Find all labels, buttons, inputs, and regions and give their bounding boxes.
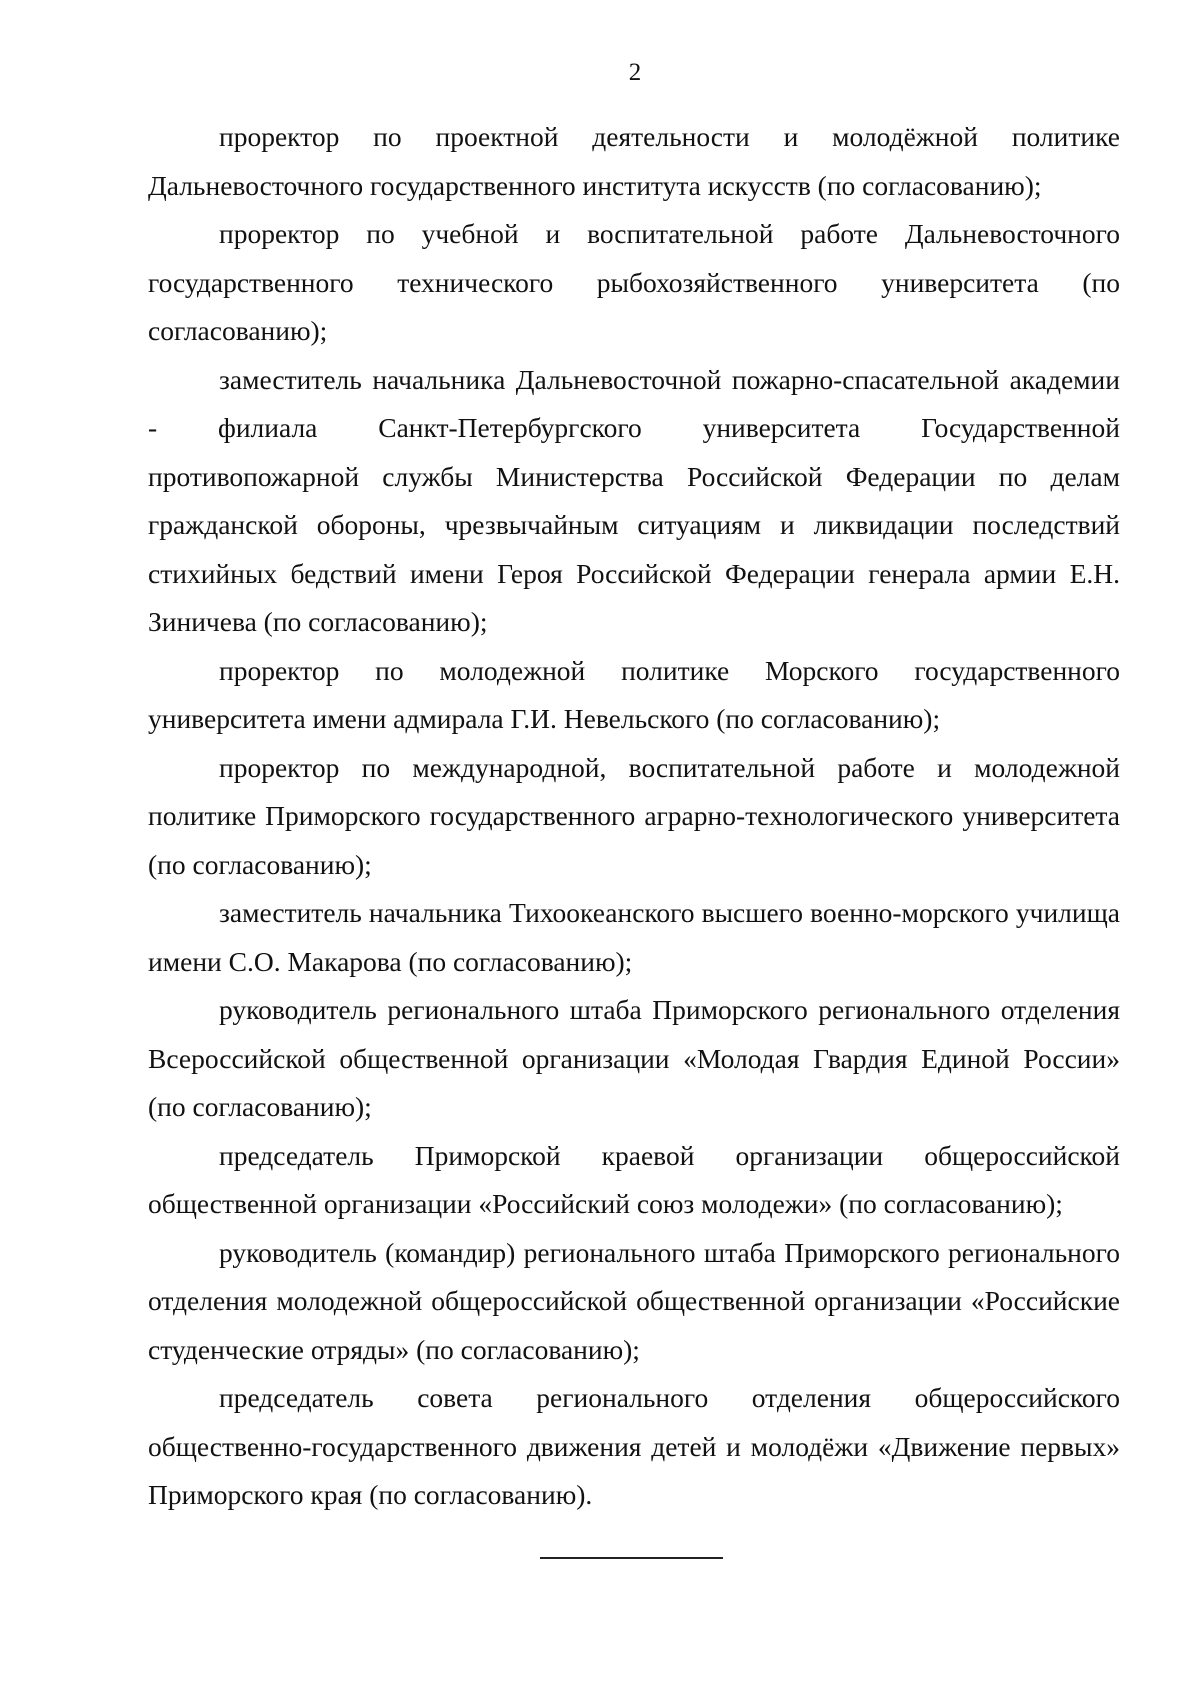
member-entry: проректор по международной, воспитательной работе и молодежной политике Приморского государственного аграрно-технологического университета (по согласованию); bbox=[148, 751, 1120, 880]
member-entry: проректор по молодежной политике Морского государственного университета имени адмирала Г.И. Невельского (по согласованию); bbox=[148, 654, 1120, 734]
member-entry: председатель совета регионального отделения общероссийского общественно-государственного движения детей и молодёжи «Движение первых» Приморского края (по согласованию). bbox=[148, 1382, 1120, 1510]
member-entry: проректор по проектной деятельности и молодёжной политике Дальневосточного государственного института искусств (по согласованию); bbox=[148, 121, 1120, 201]
end-of-document-rule bbox=[540, 1557, 723, 1559]
member-entry: руководитель регионального штаба Приморского регионального отделения Всероссийской общественной организации «Молодая Гвардия Единой России» (по согласованию); bbox=[148, 994, 1120, 1122]
member-entry: проректор по учебной и воспитательной работе Дальневосточного государственного технического рыбохозяйственного университета (по согласованию); bbox=[148, 218, 1120, 346]
member-list bbox=[148, 113, 1120, 1520]
page-number: 2 bbox=[628, 59, 642, 86]
member-entry: руководитель (командир) регионального штаба Приморского регионального отделения молодежной общероссийской общественной организации «Российские студенческие отряды» (по согласованию); bbox=[148, 1236, 1120, 1365]
member-entry: председатель Приморской краевой организации общероссийской общественной организации «Российский союз молодежи» (по согласованию); bbox=[148, 1139, 1120, 1219]
member-entry: заместитель начальника Дальневосточной пожарно-спасательной академии - филиала Санкт-Петербургского университета Государственной противопожарной службы Министерства Российской Федерации по делам гражданской обороны, чрезвычайным ситуациям и ликвидации последствий стихийных бедствий имени Героя Российской Федерации генерала армии Е.Н. Зиничева (по согласованию); bbox=[148, 363, 1120, 637]
member-entry: заместитель начальника Тихоокеанского высшего военно-морского училища имени С.О. Макарова (по согласованию); bbox=[148, 897, 1120, 977]
